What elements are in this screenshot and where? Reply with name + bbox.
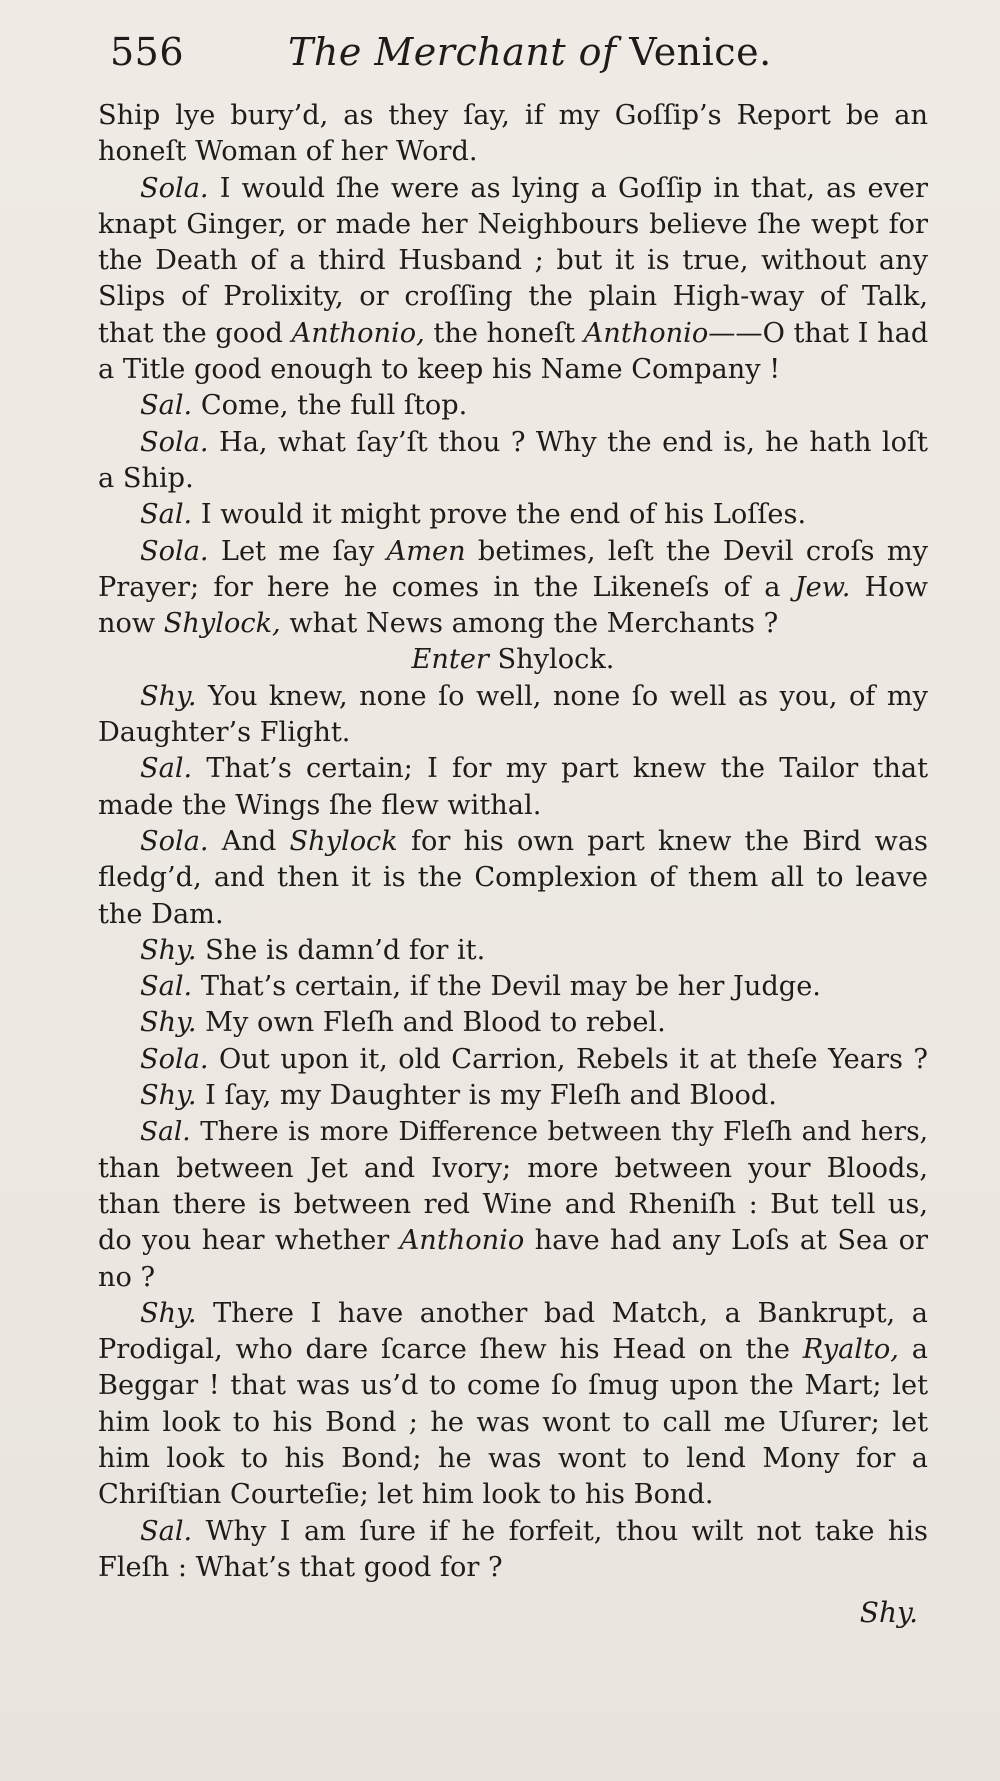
speaker-name: Shy. (140, 934, 197, 966)
text-line (98, 316, 928, 352)
text-line (98, 461, 928, 497)
text-line (98, 1223, 928, 1259)
text-line (98, 1405, 928, 1441)
text-segment: Jew. (794, 571, 851, 603)
text-segment: And (208, 825, 290, 857)
text-line (98, 1332, 928, 1368)
text-segment: Fleſh : What’s that good for ? (98, 1551, 503, 1583)
speech-line (98, 824, 928, 860)
speech-line (98, 388, 928, 424)
text-segment: than there is between red Wine and Rheniſh : But tell us, (98, 1188, 928, 1220)
speaker-name: Sal. (140, 390, 193, 422)
text-segment: How (850, 571, 928, 603)
speaker-name: Sal. (140, 499, 193, 531)
text-segment: what News among the Merchants ? (280, 608, 779, 640)
text-line (98, 1368, 928, 1404)
text-line (98, 1151, 928, 1187)
text-segment: Why I am ſure if he forfeit, thou wilt not take his (192, 1515, 928, 1547)
speaker-name: Sola. (140, 535, 209, 567)
text-segment: a Ship. (98, 462, 194, 494)
text-segment: Out upon it, old Carrion, Rebels it at theſe Years ? (208, 1043, 928, 1075)
speech-line (98, 534, 928, 570)
speaker-name: Shy. (140, 1297, 197, 1329)
text-line (98, 352, 928, 388)
text-line (98, 897, 928, 933)
speech-line (98, 1514, 928, 1550)
text-segment: him look to his Bond ; he was wont to call me Uſurer; let (98, 1406, 928, 1438)
text-segment: than between Jet and Ivory; more between your Bloods, (98, 1152, 928, 1184)
text-segment: Shylock, (163, 608, 281, 640)
text-segment: Slips of Prolixity, or croſſing the plain High-way of Talk, (98, 281, 928, 313)
text-line (98, 570, 928, 606)
text-line (98, 207, 928, 243)
text-segment: betimes, leſt the Devil croſs my (465, 535, 928, 567)
speaker-name: Shy. (140, 680, 197, 712)
speaker-name: Shy. (140, 1080, 197, 1112)
text-segment: There I have another bad Match, a Bankrupt, a (196, 1297, 928, 1329)
speech-line (98, 497, 928, 533)
text-segment: knapt Ginger, or made her Neighbours believe ſhe wept for (98, 208, 928, 240)
text-segment: That’s certain, if the Devil may be her Judge. (192, 971, 821, 1003)
text-segment: no ? (98, 1261, 156, 1293)
text-segment: Chriſtian Courteſie; let him look to his Bond. (98, 1479, 714, 1511)
text-segment: Anthonio, (291, 317, 425, 349)
speaker-name: Sola. (140, 172, 209, 204)
text-segment: Amen (386, 535, 466, 567)
text-segment: a Title good enough to keep his Name Company ! (98, 354, 781, 386)
text-segment: Ha, what ſay’ſt thou ? Why the end is, he hath loſt (208, 426, 928, 458)
speech-line (98, 1005, 928, 1041)
text-segment: Enter (411, 644, 489, 676)
speech-line (98, 1078, 928, 1114)
text-line (98, 788, 928, 824)
text-line (98, 1260, 928, 1296)
text-segment: Ship lye bury’d, as they ſay, if my Goſſip’s Report be an (98, 100, 928, 131)
text-segment: Prodigal, who dare ſcarce ſhew his Head on the (98, 1334, 803, 1366)
play-text (98, 98, 928, 1586)
speech-line (98, 679, 928, 715)
text-segment: ——O that I had (708, 317, 929, 349)
speaker-name: Sal. (140, 1515, 193, 1547)
text-segment: I would ſhe were as lying a Goſſip in that, as ever (208, 172, 928, 204)
text-segment: the honeſt (424, 317, 584, 349)
text-segment: You knew, none ſo well, none ſo well as you, of my (196, 680, 928, 712)
catchword: Shy. (859, 1596, 918, 1629)
text-segment: made the Wings ſhe flew withal. (98, 789, 542, 821)
speech-line (98, 171, 928, 207)
text-segment: Daughter’s Flight. (98, 717, 351, 749)
text-segment: that the good (98, 317, 292, 349)
text-segment: do you hear whether (98, 1225, 400, 1257)
text-line (98, 279, 928, 315)
text-segment: now (98, 608, 164, 640)
text-segment: Prayer; for here he comes in the Likeneſs of a (98, 571, 795, 603)
text-segment: the Death of a third Husband ; but it is true, without any (98, 245, 928, 277)
text-line (98, 860, 928, 896)
speaker-name: Shy. (140, 1007, 197, 1039)
text-segment: Ryalto, (802, 1334, 899, 1366)
text-segment: There is more Difference between thy Fleſh and hers, (190, 1116, 928, 1148)
text-line (98, 243, 928, 279)
speech-line (98, 933, 928, 969)
speech-line (98, 1042, 928, 1078)
text-segment: have had any Loſs at Sea or (524, 1225, 928, 1257)
text-segment: That’s certain; I for my part knew the Tailor that (192, 753, 928, 785)
running-title-roman: Venice. (629, 30, 772, 74)
text-segment: Let me ſay (208, 535, 387, 567)
text-line (98, 1477, 928, 1513)
text-segment: Come, the full ſtop. (192, 390, 468, 422)
text-line (98, 134, 928, 170)
stage-direction (98, 642, 928, 678)
text-segment: him look to his Bond; he was wont to lend Mony for a (98, 1442, 928, 1474)
text-line (98, 98, 928, 134)
text-segment: the Dam. (98, 898, 224, 930)
text-segment: Beggar ! that was us’d to come ſo ſmug upon the Mart; let (98, 1370, 928, 1402)
speech-line (98, 751, 928, 787)
speaker-name: Sola. (140, 1043, 209, 1075)
text-line (98, 606, 928, 642)
text-line (98, 1441, 928, 1477)
text-line (98, 1550, 928, 1586)
text-segment: Shylock. (488, 644, 615, 676)
page-number: 556 (110, 30, 185, 74)
text-segment: My own Fleſh and Blood to rebel. (196, 1007, 666, 1039)
text-segment: honeſt Woman of her Word. (98, 136, 478, 168)
speaker-name: Sola. (140, 825, 209, 857)
text-segment: Anthonio (399, 1225, 525, 1257)
running-title (288, 30, 772, 74)
page-header (108, 22, 928, 82)
text-segment: for his own part knew the Bird was (397, 825, 928, 857)
text-segment: I would it might prove the end of his Loſſes. (192, 499, 807, 531)
speech-line (98, 425, 928, 461)
speaker-name: Sola. (140, 426, 209, 458)
text-line (98, 1187, 928, 1223)
speech-line (98, 1114, 928, 1150)
text-segment: a (898, 1334, 928, 1366)
text-segment: I ſay, my Daughter is my Fleſh and Blood. (196, 1080, 777, 1112)
text-segment: She is damn’d for it. (196, 934, 486, 966)
speech-line (98, 969, 928, 1005)
speaker-name: Sal. (140, 971, 193, 1003)
text-segment: Shylock (289, 825, 398, 857)
speaker-name: Sal. (140, 1116, 191, 1148)
text-segment: Anthonio (583, 317, 709, 349)
text-line (98, 715, 928, 751)
speaker-name: Sal. (140, 753, 193, 785)
speech-line (98, 1296, 928, 1332)
running-title-italic: The Merchant of (288, 30, 617, 74)
text-segment: fledg’d, and then it is the Complexion of them all to leave (98, 862, 928, 894)
